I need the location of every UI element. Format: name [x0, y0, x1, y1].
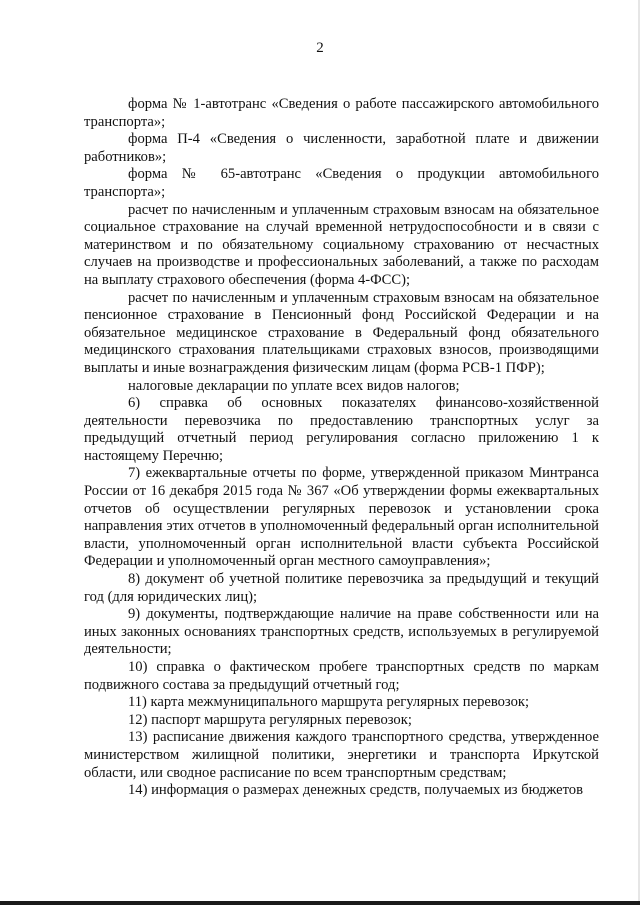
list-item-6: 6) справка об основных показателях финансово-хозяйственной деятельности перевозчика по предоставлению транспортных услуг за предыдущий отчетный период регулирования согласно приложению 1 к настоящему Перечню;	[84, 395, 599, 464]
document-body	[84, 96, 599, 800]
list-item-14: 14) информация о размерах денежных средств, получаемых из бюджетов	[128, 782, 583, 799]
scan-bottom-edge	[0, 901, 640, 905]
paragraph-form-1-autotrans: форма № 1-автотранс «Сведения о работе пассажирского автомобильного транспорта»;	[84, 96, 599, 130]
paragraph-form-p4: форма П-4 «Сведения о численности, заработной плате и движении работников»;	[84, 131, 599, 165]
paragraph-4fss-calculation: расчет по начисленным и уплаченным страховым взносам на обязательное социальное страхование на случай временной нетрудоспособности и в связи с материнством и по обязательному социальному страхованию от несчастных случаев на производстве и профессиональных заболеваний, а также по расходам на выплату страхового обеспечения (форма 4-ФСС);	[84, 201, 599, 288]
list-item-7: 7) ежеквартальные отчеты по форме, утвержденной приказом Минтранса России от 16 декабря 2015 года № 367 «Об утверждении формы ежеквартальных отчетов об осуществлении регулярных перевозок и установлении срока направления этих отчетов в уполномоченный федеральный орган исполнительной власти, уполномоченный орган исполнительной власти субъекта Российской Федерации и уполномоченный орган местного самоуправления»;	[84, 465, 599, 570]
page-number: 2	[316, 40, 324, 56]
list-item-13: 13) расписание движения каждого транспортного средства, утвержденное министерством жилищной политики, энергетики и транспорта Иркутской области, или сводное расписание по всем транспортным средствам;	[84, 729, 599, 781]
list-item-12: 12) паспорт маршрута регулярных перевозок;	[128, 711, 412, 728]
paragraph-rsv1-calculation: расчет по начисленным и уплаченным страховым взносам на обязательное пенсионное страхование в Пенсионный фонд Российской Федерации и на обязательное медицинское страхование в Федеральный фонд обязательного медицинского страхования плательщиками страховых взносов, производящими выплаты и иные вознаграждения физическим лицам (форма РСВ-1 ПФР);	[84, 289, 599, 376]
paragraph-form-65-autotrans: форма № 65-автотранс «Сведения о продукции автомобильного транспорта»;	[84, 166, 599, 200]
list-item-11: 11) карта межмуниципального маршрута регулярных перевозок;	[128, 694, 530, 711]
list-item-9: 9) документы, подтверждающие наличие на праве собственности или на иных законных основаниях транспортных средств, используемых в регулируемой деятельности;	[84, 606, 599, 658]
list-item-10: 10) справка о фактическом пробеге транспортных средств по маркам подвижного состава за предыдущий отчетный год;	[84, 659, 599, 693]
list-item-8: 8) документ об учетной политике перевозчика за предыдущий и текущий год (для юридических лиц);	[84, 571, 599, 605]
paragraph-tax-declarations: налоговые декларации по уплате всех видов налогов;	[128, 377, 460, 394]
